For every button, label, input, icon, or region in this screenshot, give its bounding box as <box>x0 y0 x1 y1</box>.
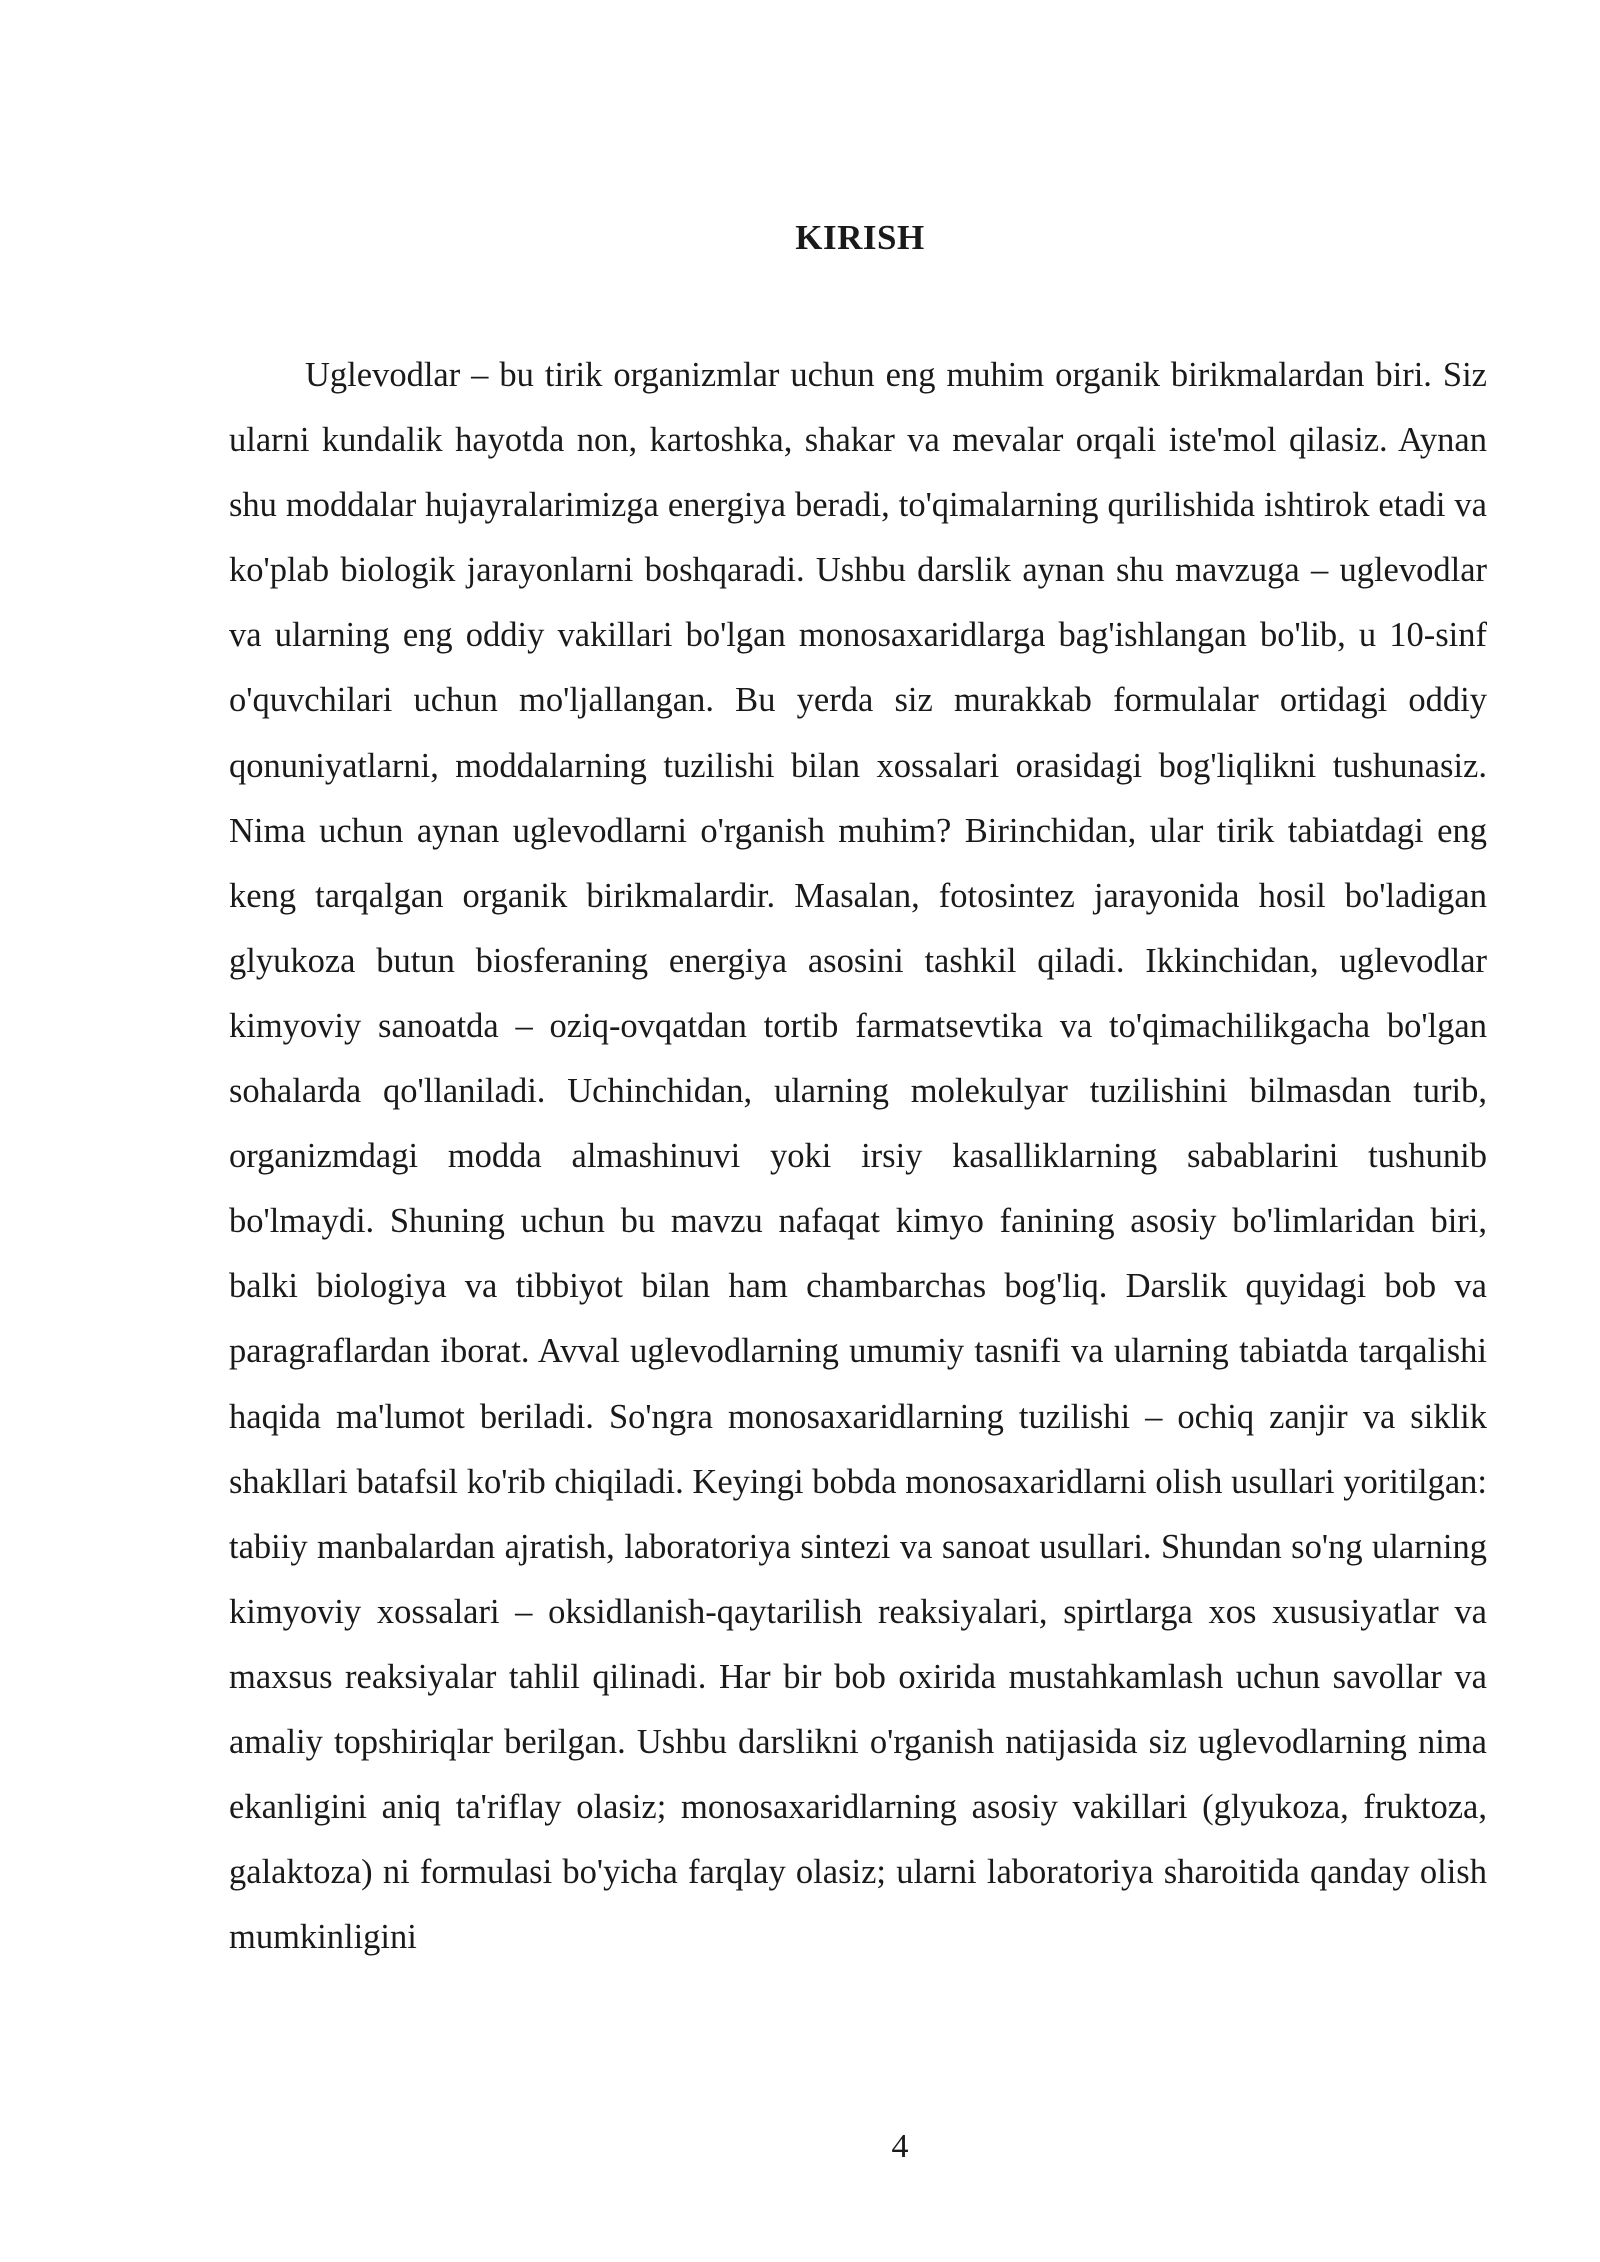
page-number: 4 <box>891 2128 909 2165</box>
section-heading: KIRISH <box>795 218 925 257</box>
body-paragraph: Uglevodlar – bu tirik organizmlar uchun eng muhim organik birikmalardan biri. Siz ularni kundalik hayotda non, kartoshka, shakar va mevalar orqali iste'mol qilasiz. Aynan shu moddalar hujayralarimizga energiya beradi, to'qimalarning qurilishida ishtirok etadi va ko'plab biologik jarayonlarni boshqaradi. Ushbu darslik aynan shu mavzuga – uglevodlar va ularning eng oddiy vakillari bo'lgan monosaxaridlarga bag'ishlangan bo'lib, u 10-sinf o'quvchilari uchun mo'ljallangan. Bu yerda siz murakkab formulalar ortidagi oddiy qonuniyatlarni, moddalarning tuzilishi bilan xossalari orasidagi bog'liqlikni tushunasiz. Nima uchun aynan uglevodlarni o'rganish muhim? Birinchidan, ular tirik tabiatdagi eng keng tarqalgan organik birikmalardir. Masalan, fotosintez jarayonida hosil bo'ladigan glyukoza butun biosferaning energiya asosini tashkil qiladi. Ikkinchidan, uglevodlar kimyoviy sanoatda – oziq-ovqatdan tortib farmatsevtika va to'qimachilikgacha bo'lgan sohalarda qo'llaniladi. Uchinchidan, ularning molekulyar tuzilishini bilmasdan turib, organizmdagi modda almashinuvi yoki irsiy kasalliklarning sabablarini tushunib bo'lmaydi. Shuning uchun bu mavzu nafaqat kimyo fanining asosiy bo'limlaridan biri, balki biologiya va tibbiyot bilan ham chambarchas bog'liq. Darslik quyidagi bob va paragraflardan iborat. Avval uglevodlarning umumiy tasnifi va ularning tabiatda tarqalishi haqida ma'lumot beriladi. So'ngra monosaxaridlarning tuzilishi – ochiq zanjir va siklik shakllari batafsil ko'rib chiqiladi. Keyingi bobda monosaxaridlarni olish usullari yoritilgan: tabiiy manbalardan ajratish, laboratoriya sintezi va sanoat usullari. Shundan so'ng ularning kimyoviy xossalari – oksidlanish-qaytarilish reaksiyalari, spirtlarga xos xususiyatlar va maxsus reaksiyalar tahlil qilinadi. Har bir bob oxirida mustahkamlash uchun savollar va amaliy topshiriqlar berilgan. Ushbu darslikni o'rganish natijasida siz uglevodlarning nima ekanligini aniq ta'riflay olasiz; monosaxaridlarning asosiy vakillari (glyukoza, fruktoza, galaktoza) ni formulasi bo'yicha farqlay olasiz; ularni laboratoriya sharoitida qanday olish mumkinligini <box>229 356 1487 1957</box>
